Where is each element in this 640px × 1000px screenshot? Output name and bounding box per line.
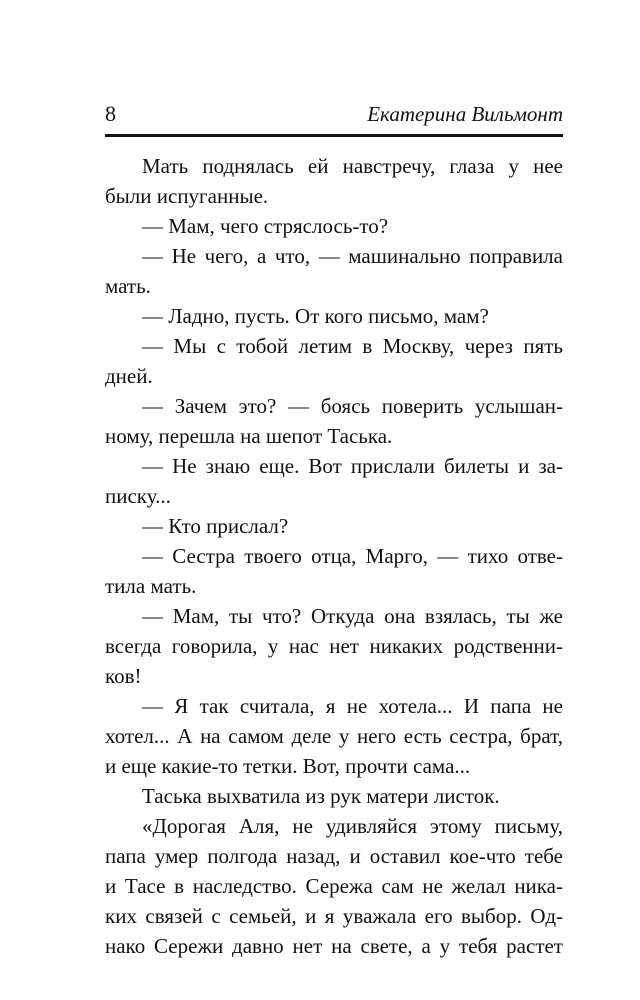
text-line: — Мам, ты что? Откуда она взялась, ты же [142, 604, 563, 628]
text-body [105, 151, 563, 961]
text-line: хотел... А на самом деле у него есть сестра, брат, [105, 724, 563, 748]
text-line: папа умер полгода назад, и оставил кое-что тебе [105, 844, 563, 868]
text-line: — Мам, чего стряслось-то? [142, 214, 389, 238]
text-line: мать. [105, 274, 151, 298]
page-number: 8 [105, 101, 116, 126]
text-line: «Дорогая Аля, не удивляйся этому письму, [142, 814, 563, 838]
header-rule [105, 134, 563, 137]
text-line: ких связей с семьей, и я уважала его выбор. Од- [105, 904, 563, 928]
text-line: Мать поднялась ей навстречу, глаза у нее [142, 154, 563, 178]
text-line: — Кто прислал? [142, 514, 289, 538]
text-line: и еще какие-то тетки. Вот, прочти сама... [105, 754, 471, 778]
text-line: тила мать. [105, 574, 197, 598]
running-title: Екатерина Вильмонт [367, 102, 563, 126]
text-line: — Мы с тобой летим в Москву, через пять [142, 334, 563, 358]
text-line: — Сестра твоего отца, Марго, — тихо отве- [142, 544, 563, 568]
text-line: — Не знаю еще. Вот прислали билеты и за- [142, 454, 563, 478]
text-line: нако Сережи давно нет на свете, а у тебя растет [105, 934, 563, 958]
text-line: всегда говорила, у нас нет никаких родственни- [105, 634, 563, 658]
text-line: — Зачем это? — боясь поверить услышан- [142, 394, 563, 418]
text-line: писку... [105, 484, 171, 508]
text-line: ному, перешла на шепот Таська. [105, 424, 393, 448]
text-line: — Не чего, а что, — машинально поправила [142, 244, 563, 268]
text-line: были испуганные. [105, 184, 269, 208]
text-line: и Тасе в наследство. Сережа сам не желал ника- [105, 874, 563, 898]
text-line: — Я так считала, я не хотела... И папа не [142, 694, 563, 718]
text-line: дней. [105, 364, 153, 388]
page-header [105, 96, 563, 132]
text-line: ков! [105, 664, 142, 688]
text-line: — Ладно, пусть. От кого письмо, мам? [142, 304, 489, 328]
text-line: Таська выхватила из рук матери листок. [142, 784, 500, 808]
